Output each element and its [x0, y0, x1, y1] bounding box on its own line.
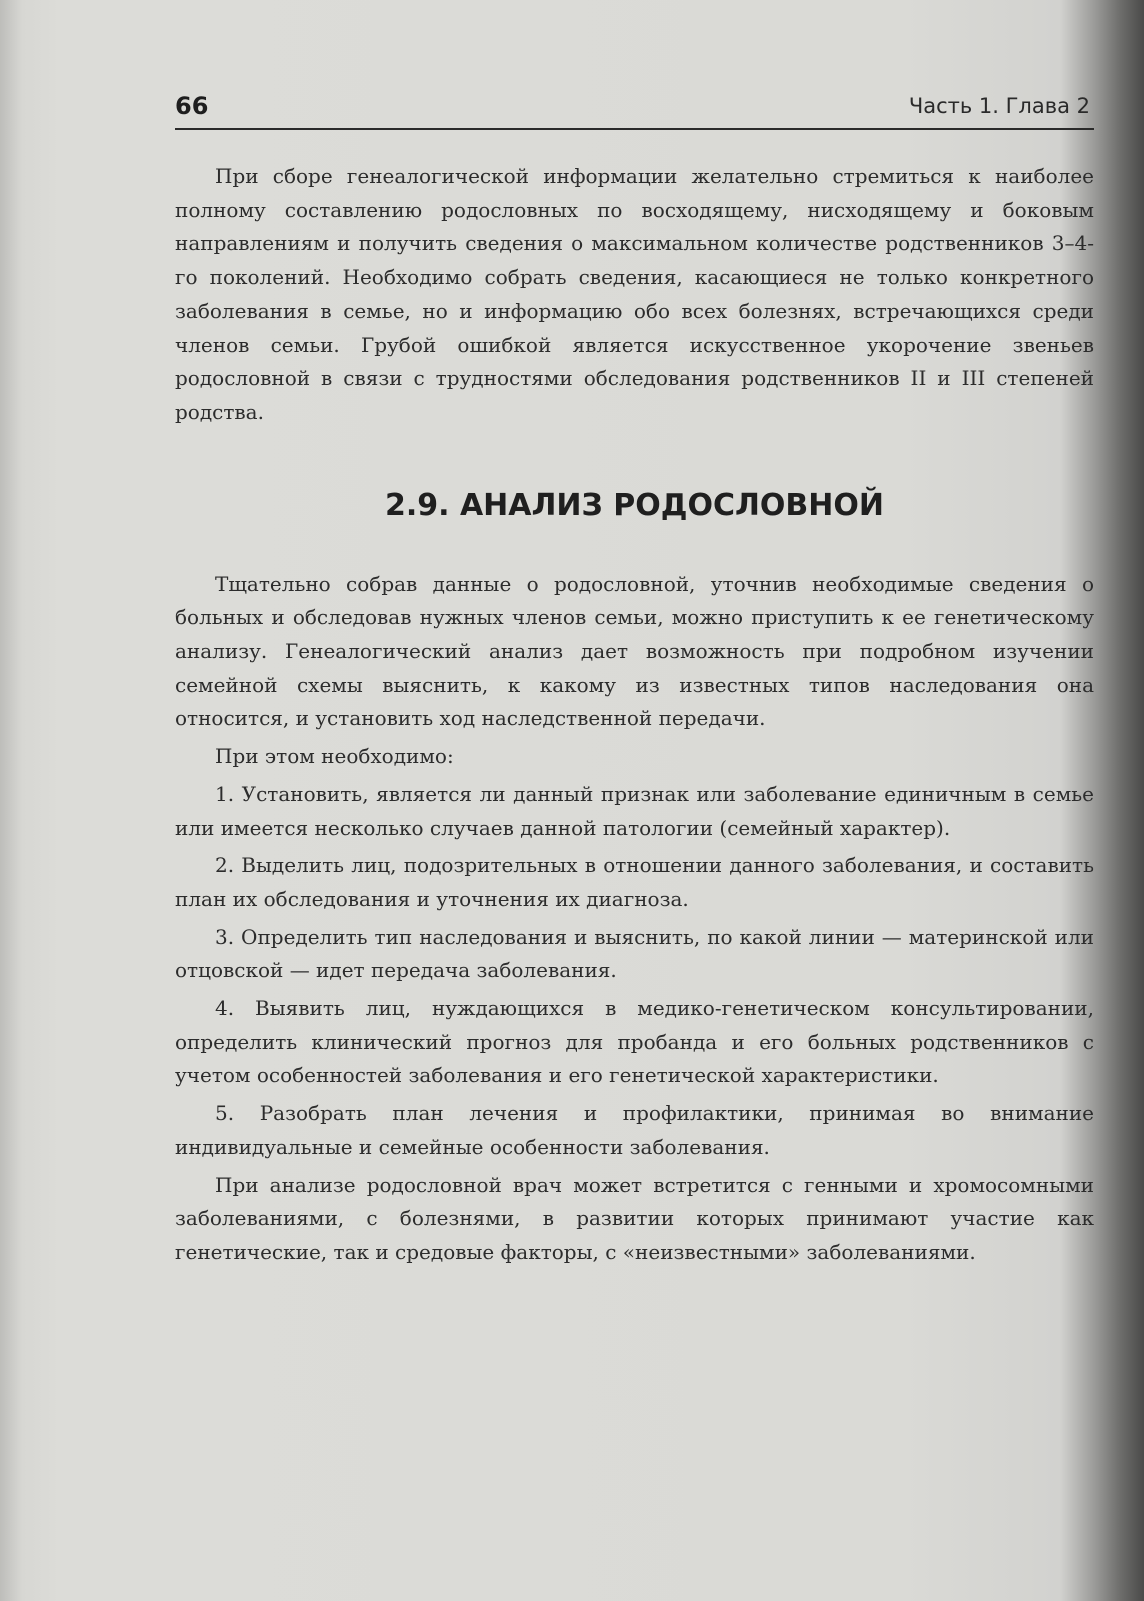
list-item: 5. Разобрать план лечения и профилактики, принимая во внимание индивидуальные и семейные особенности заболевания.: [175, 1101, 1094, 1159]
chapter-title: Часть 1. Глава 2: [908, 94, 1090, 118]
list-item: 4. Выявить лиц, нуждающихся в медико-генетическом консультировании, определить клинический прогноз для пробанда и его больных родственников с учетом особенностей заболевания и его генетической характеристики.: [175, 996, 1094, 1088]
numbered-list: [175, 778, 1094, 1165]
page-content: [175, 160, 1094, 1270]
list-item: 3. Определить тип наследования и выяснить, по какой линии — материнской или отцовской — идет передача заболевания.: [175, 924, 1094, 983]
intro-paragraph: При сборе генеалогической информации желательно стремиться к наиболее полному составлению родословных по восходящему, нисходящему и боковым направлениям и получить сведения о максимальном количестве родственников 3–4-го поколений. Необходимо собрать сведения, касающиеся не только конкретного заболевания в семье, но и информацию обо всех болезнях, встречающихся среди членов семьи. Грубой ошибкой является искусственное укорочение звеньев родословной в связи с трудностями обследования родственников II и III степеней родства.: [175, 164, 1094, 424]
section-heading: 2.9. АНАЛИЗ РОДОСЛОВНОЙ: [384, 487, 885, 523]
list-lead-in: При этом необходимо:: [215, 744, 454, 769]
closing-paragraph: При анализе родословной врач может встретится с генными и хромосомными заболеваниями, с болезнями, в развитии которых принимают участие как генетические, так и средовые факторы, с «неизвестными» заболеваниями.: [175, 1172, 1094, 1264]
running-header: [175, 92, 1094, 130]
list-item: 1. Установить, является ли данный признак или заболевание единичным в семье или имеется несколько случаев данной патологии (семейный характер).: [175, 781, 1094, 840]
section-paragraph: Тщательно собрав данные о родословной, уточнив необходимые сведения о больных и обследовав нужных членов семьи, можно приступить к ее генетическому анализу. Генеалогический анализ дает возможность при подробном изучении семейной схемы выяснить, к какому из известных типов наследования она относится, и установить ход наследственной передачи.: [175, 571, 1094, 731]
list-item: 2. Выделить лиц, подозрительных в отношении данного заболевания, и составить план их обследования и уточнения их диагноза.: [175, 853, 1094, 911]
page-number: 66: [175, 92, 209, 120]
